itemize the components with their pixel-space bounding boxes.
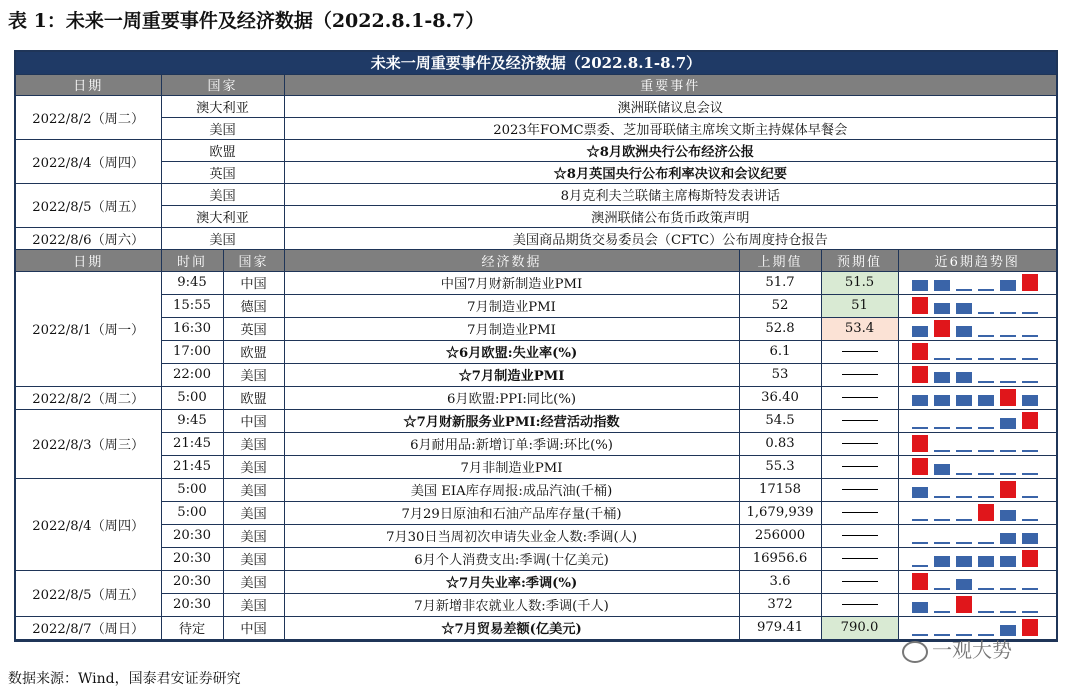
- event-row: [16, 117, 1056, 139]
- trend-bar: [1022, 533, 1038, 544]
- trend-bar: [1000, 450, 1016, 452]
- trend-bar: [934, 496, 950, 498]
- data-indicator: 7月新增非农就业人数:季调(千人): [284, 593, 739, 616]
- data-indicator: 7月非制造业PMI: [284, 455, 739, 478]
- data-previous: 17158: [739, 478, 821, 501]
- data-expected: [821, 501, 898, 524]
- data-row: [16, 271, 1056, 294]
- data-country: 中国: [223, 271, 284, 294]
- trend-bar: [956, 358, 972, 360]
- data-country: 中国: [223, 409, 284, 432]
- data-expected: [821, 432, 898, 455]
- data-country: 英国: [223, 317, 284, 340]
- events-table-frame: [14, 50, 1058, 642]
- no-forecast-dash: [842, 443, 878, 444]
- trend-bar: [956, 289, 972, 291]
- data-time: 20:30: [161, 570, 223, 593]
- no-forecast-dash: [842, 420, 878, 421]
- no-forecast-dash: [842, 558, 878, 559]
- data-previous: 54.5: [739, 409, 821, 432]
- header-expected: 预期值: [821, 249, 898, 271]
- data-country: 美国: [223, 455, 284, 478]
- data-previous: 0.83: [739, 432, 821, 455]
- table-title: 未来一周重要事件及经济数据（2022.8.1-8.7）: [16, 52, 1056, 75]
- data-expected: [821, 524, 898, 547]
- trend-bar: [1000, 280, 1016, 291]
- trend-bar: [1022, 473, 1038, 475]
- trend-bar: [1000, 381, 1016, 383]
- data-row: [16, 616, 1056, 639]
- event-row: [16, 183, 1056, 205]
- trend-sparkbars: [910, 595, 1044, 614]
- trend-sparkbars: [910, 457, 1044, 476]
- data-row: [16, 386, 1056, 409]
- event-name: 澳洲联储公布货币政策声明: [284, 205, 1056, 227]
- trend-bar: [912, 487, 928, 498]
- trend-bar: [1000, 533, 1016, 544]
- data-row: [16, 363, 1056, 386]
- data-country: 美国: [223, 501, 284, 524]
- trend-bar: [1000, 418, 1016, 429]
- event-country: 英国: [161, 161, 284, 183]
- trend-bar: [978, 289, 994, 291]
- data-trend: [898, 455, 1056, 478]
- event-country: 美国: [161, 183, 284, 205]
- trend-bar: [956, 473, 972, 475]
- trend-bar: [912, 326, 928, 337]
- header-country: 国家: [161, 75, 284, 95]
- no-forecast-dash: [842, 512, 878, 513]
- event-row: [16, 227, 1056, 249]
- data-country: 美国: [223, 363, 284, 386]
- trend-bar: [978, 381, 994, 383]
- trend-sparkbars: [910, 526, 1044, 545]
- trend-bar: [956, 450, 972, 452]
- data-expected: [821, 547, 898, 570]
- trend-bar: [1000, 611, 1016, 613]
- trend-bar: [934, 450, 950, 452]
- trend-sparkbars: [910, 319, 1044, 338]
- event-country: 澳大利亚: [161, 95, 284, 117]
- data-row: [16, 294, 1056, 317]
- trend-bar: [956, 303, 972, 314]
- event-row: [16, 161, 1056, 183]
- data-country: 德国: [223, 294, 284, 317]
- data-indicator: 6月耐用品:新增订单:季调:环比(%): [284, 432, 739, 455]
- data-country: 美国: [223, 547, 284, 570]
- data-time: 5:00: [161, 501, 223, 524]
- trend-bar: [912, 458, 928, 475]
- trend-bar: [934, 303, 950, 314]
- trend-bar: [912, 366, 928, 383]
- no-forecast-dash: [842, 397, 878, 398]
- trend-sparkbars: [910, 503, 1044, 522]
- trend-bar: [934, 320, 950, 337]
- trend-bar: [1000, 588, 1016, 590]
- trend-bar: [956, 427, 972, 429]
- data-previous: 6.1: [739, 340, 821, 363]
- data-time: 9:45: [161, 409, 223, 432]
- data-previous: 372: [739, 593, 821, 616]
- trend-sparkbars: [910, 411, 1044, 430]
- no-forecast-dash: [842, 535, 878, 536]
- data-indicator: ☆6月欧盟:失业率(%): [284, 340, 739, 363]
- data-trend: [898, 386, 1056, 409]
- trend-sparkbars: [910, 388, 1044, 407]
- data-row: [16, 570, 1056, 593]
- data-previous: 1,679,939: [739, 501, 821, 524]
- event-name: 8月克利夫兰联储主席梅斯特发表讲话: [284, 183, 1056, 205]
- event-name: 2023年FOMC票委、芝加哥联储主席埃文斯主持媒体早餐会: [284, 117, 1056, 139]
- trend-sparkbars: [910, 434, 1044, 453]
- trend-bar: [1022, 611, 1038, 613]
- data-time: 15:55: [161, 294, 223, 317]
- data-previous: 16956.6: [739, 547, 821, 570]
- header-date: 日期: [16, 249, 161, 271]
- trend-bar: [1022, 619, 1038, 636]
- trend-bar: [912, 542, 928, 544]
- header-date: 日期: [16, 75, 161, 95]
- trend-sparkbars: [910, 296, 1044, 315]
- data-time: 5:00: [161, 478, 223, 501]
- events-header-row: [16, 75, 1056, 95]
- trend-bar: [912, 343, 928, 360]
- data-country: 欧盟: [223, 386, 284, 409]
- data-expected: 790.0: [821, 616, 898, 639]
- data-expected: 51: [821, 294, 898, 317]
- trend-bar: [956, 519, 972, 521]
- data-trend: [898, 271, 1056, 294]
- data-country: 美国: [223, 570, 284, 593]
- trend-bar: [912, 435, 928, 452]
- data-expected: [821, 386, 898, 409]
- event-row: [16, 139, 1056, 161]
- data-time: 16:30: [161, 317, 223, 340]
- data-time: 5:00: [161, 386, 223, 409]
- events-table: [16, 75, 1056, 640]
- trend-bar: [1022, 519, 1038, 521]
- event-date: 2022/8/6（周六）: [16, 227, 161, 249]
- data-previous: 3.6: [739, 570, 821, 593]
- trend-bar: [978, 450, 994, 452]
- data-date: 2022/8/5（周五）: [16, 570, 161, 616]
- data-indicator: ☆7月制造业PMI: [284, 363, 739, 386]
- trend-sparkbars: [910, 480, 1044, 499]
- data-date: 2022/8/2（周二）: [16, 386, 161, 409]
- trend-bar: [956, 496, 972, 498]
- data-time: 21:45: [161, 432, 223, 455]
- trend-bar: [1022, 274, 1038, 291]
- data-row: [16, 524, 1056, 547]
- trend-bar: [1000, 510, 1016, 521]
- data-indicator: 6月个人消费支出:季调(十亿美元): [284, 547, 739, 570]
- data-time: 20:30: [161, 524, 223, 547]
- data-row: [16, 593, 1056, 616]
- watermark: [902, 634, 1012, 663]
- header-trend: 近6期趋势图: [898, 249, 1056, 271]
- event-country: 澳大利亚: [161, 205, 284, 227]
- event-name: 美国商品期货交易委员会（CFTC）公布周度持仓报告: [284, 227, 1056, 249]
- header-country: 国家: [223, 249, 284, 271]
- data-trend: [898, 317, 1056, 340]
- trend-bar: [956, 372, 972, 383]
- trend-bar: [1022, 358, 1038, 360]
- trend-bar: [956, 579, 972, 590]
- data-indicator: 美国 EIA库存周报:成品汽油(千桶): [284, 478, 739, 501]
- trend-bar: [934, 542, 950, 544]
- trend-bar: [912, 519, 928, 521]
- data-previous: 979.41: [739, 616, 821, 639]
- trend-bar: [956, 556, 972, 567]
- data-country: 中国: [223, 616, 284, 639]
- trend-bar: [956, 596, 972, 613]
- trend-bar: [1000, 335, 1016, 337]
- trend-bar: [912, 297, 928, 314]
- no-forecast-dash: [842, 351, 878, 352]
- data-date: 2022/8/1（周一）: [16, 271, 161, 386]
- data-expected: 53.4: [821, 317, 898, 340]
- data-time: 20:30: [161, 547, 223, 570]
- data-previous: 256000: [739, 524, 821, 547]
- data-indicator: 7月29日原油和石油产品库存量(千桶): [284, 501, 739, 524]
- table-caption: 表 1：未来一周重要事件及经济数据（2022.8.1-8.7）: [8, 10, 485, 32]
- trend-bar: [912, 280, 928, 291]
- trend-bar: [934, 358, 950, 360]
- trend-bar: [912, 602, 928, 613]
- no-forecast-dash: [842, 466, 878, 467]
- data-date: 2022/8/4（周四）: [16, 478, 161, 570]
- data-trend: [898, 501, 1056, 524]
- trend-bar: [978, 312, 994, 314]
- data-trend: [898, 340, 1056, 363]
- data-previous: 55.3: [739, 455, 821, 478]
- data-expected: [821, 409, 898, 432]
- trend-bar: [934, 519, 950, 521]
- trend-bar: [934, 556, 950, 567]
- trend-bar: [978, 427, 994, 429]
- data-indicator: 7月30日当周初次申请失业金人数:季调(人): [284, 524, 739, 547]
- data-trend: [898, 409, 1056, 432]
- data-row: [16, 501, 1056, 524]
- trend-bar: [1022, 335, 1038, 337]
- event-country: 欧盟: [161, 139, 284, 161]
- data-row: [16, 317, 1056, 340]
- trend-sparkbars: [910, 572, 1044, 591]
- data-indicator: ☆7月财新服务业PMI:经营活动指数: [284, 409, 739, 432]
- header-time: 时间: [161, 249, 223, 271]
- trend-bar: [934, 395, 950, 406]
- data-country: 美国: [223, 478, 284, 501]
- data-expected: [821, 455, 898, 478]
- data-trend: [898, 524, 1056, 547]
- trend-bar: [934, 372, 950, 383]
- data-row: [16, 478, 1056, 501]
- trend-bar: [1000, 389, 1016, 406]
- data-time: 待定: [161, 616, 223, 639]
- trend-bar: [978, 358, 994, 360]
- trend-bar: [912, 573, 928, 590]
- event-row: [16, 95, 1056, 117]
- data-previous: 36.40: [739, 386, 821, 409]
- trend-bar: [1022, 312, 1038, 314]
- trend-bar: [956, 395, 972, 406]
- data-previous: 51.7: [739, 271, 821, 294]
- data-country: 美国: [223, 593, 284, 616]
- trend-bar: [912, 427, 928, 429]
- data-previous: 52.8: [739, 317, 821, 340]
- trend-bar: [978, 335, 994, 337]
- trend-bar: [978, 611, 994, 613]
- event-date: 2022/8/5（周五）: [16, 183, 161, 227]
- data-expected: [821, 478, 898, 501]
- data-date: 2022/8/7（周日）: [16, 616, 161, 639]
- data-trend: [898, 593, 1056, 616]
- data-trend: [898, 294, 1056, 317]
- data-row: [16, 340, 1056, 363]
- data-trend: [898, 363, 1056, 386]
- data-country: 欧盟: [223, 340, 284, 363]
- event-name: 澳洲联储议息会议: [284, 95, 1056, 117]
- data-expected: [821, 570, 898, 593]
- no-forecast-dash: [842, 604, 878, 605]
- trend-sparkbars: [910, 342, 1044, 361]
- trend-bar: [934, 427, 950, 429]
- data-indicator: 中国7月财新制造业PMI: [284, 271, 739, 294]
- event-date: 2022/8/2（周二）: [16, 95, 161, 139]
- data-time: 20:30: [161, 593, 223, 616]
- trend-sparkbars: [910, 273, 1044, 292]
- header-indicator: 经济数据: [284, 249, 739, 271]
- data-row: [16, 432, 1056, 455]
- data-previous: 52: [739, 294, 821, 317]
- data-row: [16, 409, 1056, 432]
- event-country: 美国: [161, 227, 284, 249]
- data-country: 美国: [223, 524, 284, 547]
- trend-bar: [978, 556, 994, 567]
- trend-bar: [934, 280, 950, 291]
- data-indicator: 7月制造业PMI: [284, 294, 739, 317]
- event-name: ☆8月欧洲央行公布经济公报: [284, 139, 1056, 161]
- header-event: 重要事件: [284, 75, 1056, 95]
- data-indicator: ☆7月贸易差额(亿美元): [284, 616, 739, 639]
- trend-bar: [978, 504, 994, 521]
- data-trend: [898, 547, 1056, 570]
- trend-bar: [934, 588, 950, 590]
- watermark-text: 一观大势: [932, 638, 1012, 662]
- source-note: 数据来源：Wind，国泰君安证券研究: [8, 671, 241, 687]
- no-forecast-dash: [842, 489, 878, 490]
- wechat-icon: [902, 641, 928, 663]
- data-indicator: 6月欧盟:PPI:同比(%): [284, 386, 739, 409]
- trend-bar: [956, 542, 972, 544]
- trend-bar: [978, 496, 994, 498]
- data-expected: [821, 340, 898, 363]
- data-expected: 51.5: [821, 271, 898, 294]
- trend-bar: [1000, 358, 1016, 360]
- trend-bar: [1000, 481, 1016, 498]
- trend-bar: [978, 473, 994, 475]
- data-row: [16, 455, 1056, 478]
- data-indicator: ☆7月失业率:季调(%): [284, 570, 739, 593]
- event-country: 美国: [161, 117, 284, 139]
- no-forecast-dash: [842, 581, 878, 582]
- trend-bar: [912, 395, 928, 406]
- data-time: 17:00: [161, 340, 223, 363]
- data-expected: [821, 593, 898, 616]
- data-date: 2022/8/3（周三）: [16, 409, 161, 478]
- trend-sparkbars: [910, 365, 1044, 384]
- data-time: 22:00: [161, 363, 223, 386]
- data-indicator: 7月制造业PMI: [284, 317, 739, 340]
- data-trend: [898, 432, 1056, 455]
- no-forecast-dash: [842, 374, 878, 375]
- event-date: 2022/8/4（周四）: [16, 139, 161, 183]
- trend-bar: [1000, 556, 1016, 567]
- trend-bar: [1022, 412, 1038, 429]
- trend-bar: [978, 395, 994, 406]
- header-previous: 上期值: [739, 249, 821, 271]
- data-trend: [898, 478, 1056, 501]
- data-country: 美国: [223, 432, 284, 455]
- trend-bar: [1022, 395, 1038, 406]
- trend-bar: [934, 611, 950, 613]
- trend-bar: [1022, 496, 1038, 498]
- trend-bar: [1022, 550, 1038, 567]
- event-row: [16, 205, 1056, 227]
- trend-bar: [912, 565, 928, 567]
- data-trend: [898, 570, 1056, 593]
- data-time: 9:45: [161, 271, 223, 294]
- trend-bar: [1000, 473, 1016, 475]
- trend-bar: [1022, 588, 1038, 590]
- data-header-row: [16, 249, 1056, 271]
- trend-bar: [1022, 450, 1038, 452]
- trend-bar: [934, 464, 950, 475]
- trend-bar: [978, 588, 994, 590]
- data-previous: 53: [739, 363, 821, 386]
- trend-sparkbars: [910, 549, 1044, 568]
- trend-bar: [978, 542, 994, 544]
- trend-bar: [956, 326, 972, 337]
- trend-bar: [1000, 312, 1016, 314]
- trend-bar: [1022, 381, 1038, 383]
- data-time: 21:45: [161, 455, 223, 478]
- event-name: ☆8月英国央行公布利率决议和会议纪要: [284, 161, 1056, 183]
- data-expected: [821, 363, 898, 386]
- data-row: [16, 547, 1056, 570]
